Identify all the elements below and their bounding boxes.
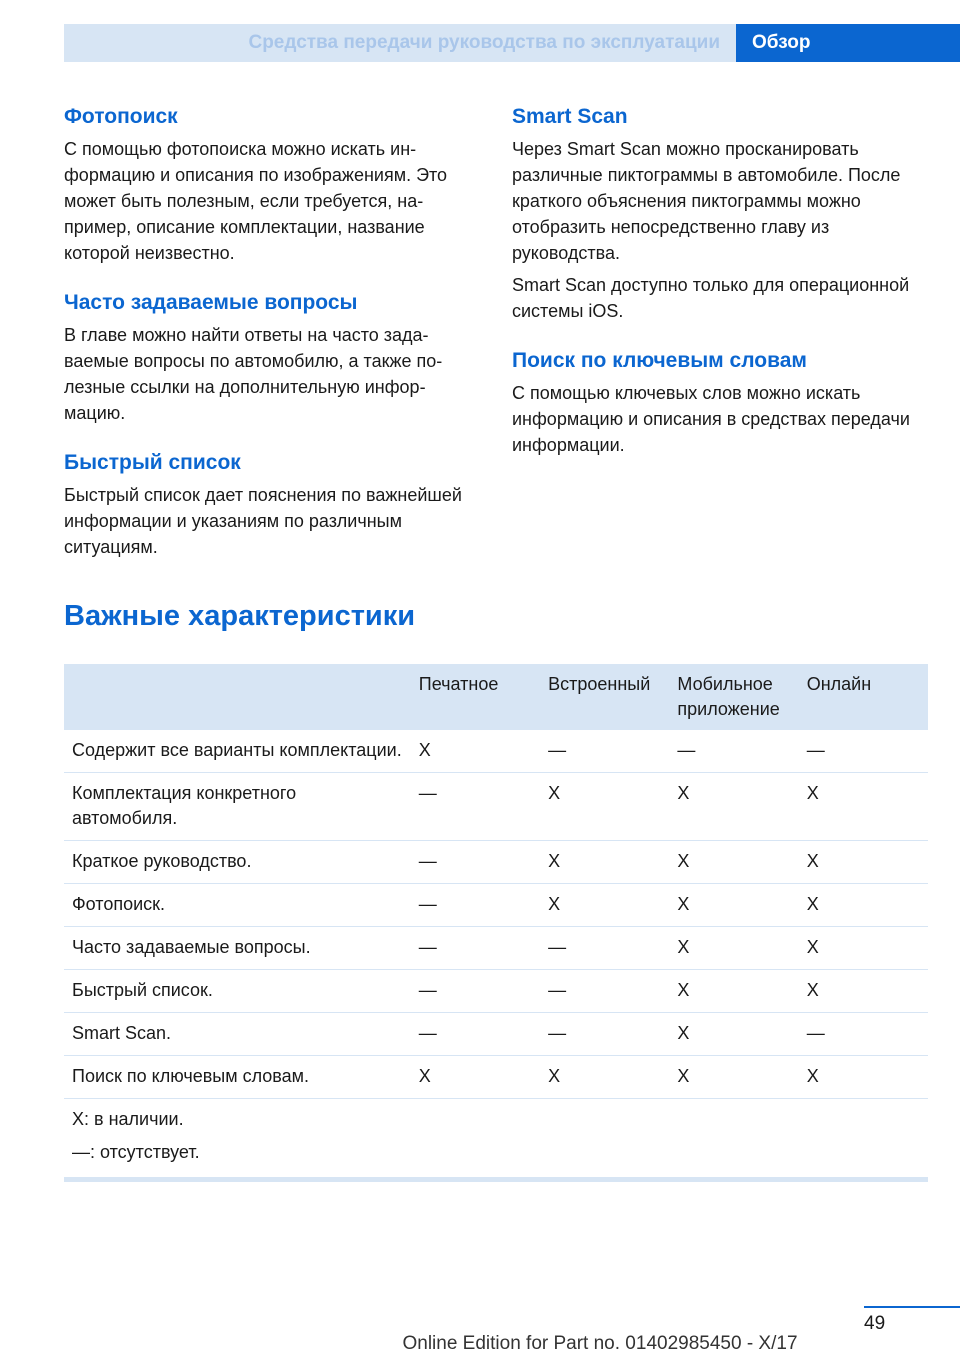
section-photo-search: [64, 104, 480, 266]
table-row: [64, 730, 928, 773]
table-cell: X: [540, 1056, 669, 1099]
legend-available: X: в наличии.: [72, 1109, 184, 1129]
table-header-row: [64, 664, 928, 730]
table-row: [64, 773, 928, 841]
section-heading: Smart Scan: [512, 105, 628, 128]
table-cell: Часто задаваемые вопросы.: [64, 927, 411, 970]
table-row: [64, 927, 928, 970]
table-header-cell: Онлайн: [806, 674, 872, 694]
table-cell: X: [669, 1056, 798, 1099]
section-text: В главе можно найти ответы на часто задаваемые вопросы по автомобилю, а также полезные ссылки на дополнительную информацию.: [64, 325, 443, 423]
table-cell: —: [540, 730, 669, 773]
table-cell: X: [669, 841, 798, 884]
table-cell: X: [799, 927, 928, 970]
section-smart-scan: [512, 104, 928, 324]
table-cell: Комплектация конкретного автомобиля.: [64, 773, 411, 841]
table-header-cell: Встроенный: [548, 674, 651, 694]
section-text: Smart Scan доступно только для операционной системы iOS.: [512, 275, 910, 321]
section-heading: Фотопоиск: [64, 105, 178, 128]
table-cell: —: [411, 1013, 540, 1056]
page-number: 49: [864, 1306, 960, 1340]
left-column: [64, 104, 480, 584]
table-cell: X: [799, 884, 928, 927]
table-cell: X: [669, 927, 798, 970]
table-cell: Содержит все варианты комплектации.: [64, 730, 411, 773]
section-text: Через Smart Scan можно просканировать различные пиктограммы в автомобиле. После краткого объяснения пиктограммы можно отобразить непосредственно главу из руководства.: [512, 139, 901, 263]
table-row: [64, 884, 928, 927]
table-cell: X: [669, 773, 798, 841]
table-cell: X: [669, 884, 798, 927]
table-row: [64, 970, 928, 1013]
table-cell: X: [799, 1056, 928, 1099]
table-cell: —: [411, 927, 540, 970]
table-cell: X: [411, 1056, 540, 1099]
header-section-title: Средства передачи руководства по эксплуатации: [248, 32, 720, 53]
section-text: Быстрый список дает пояснения по важнейшей информации и указаниям по различным ситуациям.: [64, 485, 462, 557]
table-legend: [64, 1099, 928, 1180]
table-cell: —: [669, 730, 798, 773]
table-cell: Фотопоиск.: [64, 884, 411, 927]
section-quick-list: [64, 450, 480, 560]
table-row: [64, 1056, 928, 1099]
table-cell: X: [669, 970, 798, 1013]
section-keyword-search: [512, 348, 928, 458]
table-header-cell: Мобильное приложение: [677, 674, 780, 719]
table-cell: —: [411, 841, 540, 884]
section-heading: Быстрый список: [64, 451, 241, 474]
section-text: С помощью фотопоиска можно искать информацию и описания по изображениям. Это может быть полезным, если требуется, например, описание комплектации, название которой неизвестно.: [64, 139, 448, 263]
features-table: [64, 664, 928, 1182]
table-cell: X: [540, 773, 669, 841]
section-heading: Поиск по ключевым словам: [512, 349, 807, 372]
table-header-cell: Печатное: [418, 674, 499, 694]
table-cell: —: [411, 884, 540, 927]
table-cell: —: [411, 970, 540, 1013]
table-cell: X: [411, 730, 540, 773]
table-cell: —: [799, 1013, 928, 1056]
table-cell: X: [799, 773, 928, 841]
table-cell: Краткое руководство.: [64, 841, 411, 884]
table-cell: X: [540, 884, 669, 927]
legend-missing: —: отсутствует.: [72, 1142, 200, 1162]
features-heading: Важные характеристики: [64, 600, 416, 632]
table-cell: —: [540, 927, 669, 970]
table-legend-row: [64, 1099, 928, 1180]
table-row: [64, 1013, 928, 1056]
right-column: [512, 104, 928, 482]
table-cell: —: [540, 970, 669, 1013]
table-row: [64, 841, 928, 884]
footer-text: Online Edition for Part no. 01402985450 - X/17: [402, 1333, 798, 1354]
header-chapter-tab: Обзор: [736, 24, 960, 62]
section-faq: [64, 290, 480, 426]
section-text: С помощью ключевых слов можно искать информацию и описания в средствах передачи информации.: [512, 383, 910, 455]
table-cell: X: [799, 841, 928, 884]
table-cell: X: [669, 1013, 798, 1056]
table-cell: Поиск по ключевым словам.: [64, 1056, 411, 1099]
table-cell: —: [799, 730, 928, 773]
table-cell: X: [799, 970, 928, 1013]
table-cell: —: [540, 1013, 669, 1056]
table-cell: Быстрый список.: [64, 970, 411, 1013]
table-header-cell: [64, 664, 411, 730]
table-cell: Smart Scan.: [64, 1013, 411, 1056]
footer: [0, 1330, 960, 1358]
table-cell: X: [540, 841, 669, 884]
table-cell: —: [411, 773, 540, 841]
section-heading: Часто задаваемые вопросы: [64, 291, 358, 314]
